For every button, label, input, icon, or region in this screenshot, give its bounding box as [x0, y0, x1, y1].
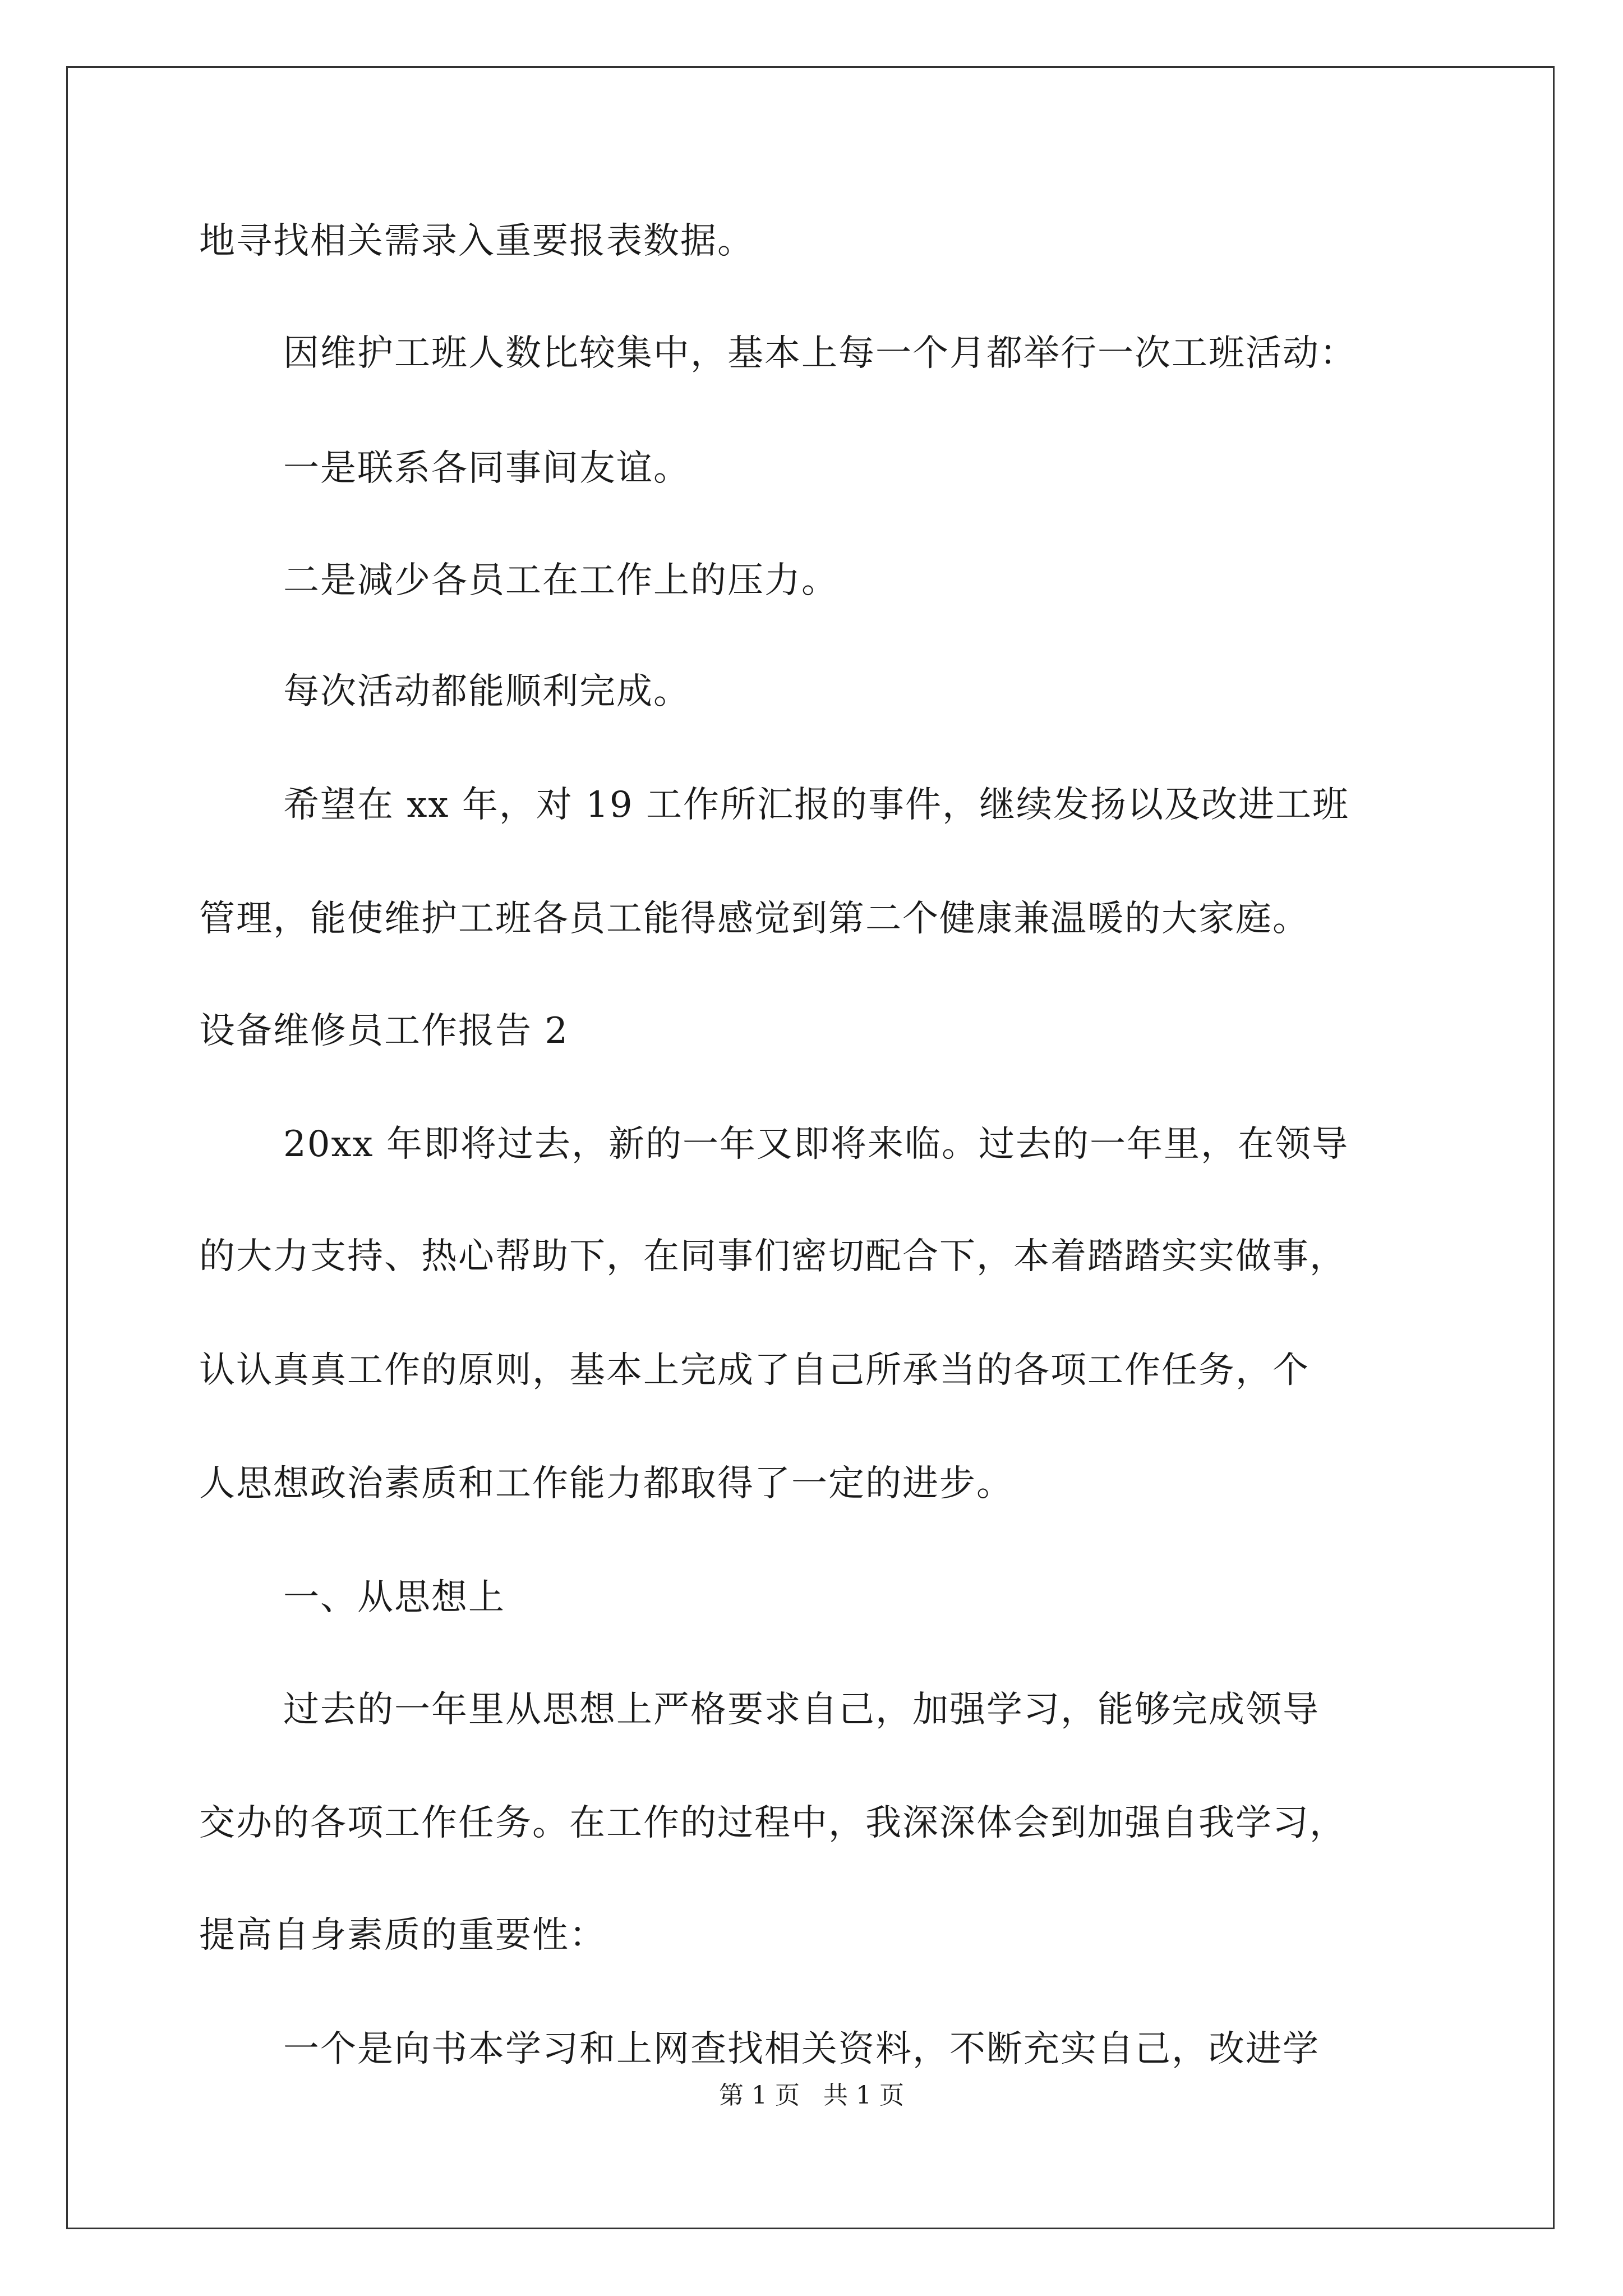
text-line: 管理，能使维护工班各员工能得感觉到第二个健康兼温暖的大家庭。: [199, 898, 1310, 940]
subsection-heading: 一、从思想上: [283, 1577, 505, 1618]
text-line: 二是减少各员工在工作上的压力。: [283, 560, 838, 601]
page-footer: 第 1 页 共 1 页: [719, 2081, 904, 2110]
text-line: 每次活动都能顺利完成。: [283, 671, 690, 712]
text-line: 20xx 年即将过去，新的一年又即将来临。过去的一年里，在领导: [283, 1124, 1349, 1165]
text-line: 提高自身素质的重要性：: [199, 1915, 606, 1956]
section-heading: 设备维修员工作报告 2: [199, 1010, 569, 1052]
text-line: 一个是向书本学习和上网查找相关资料，不断充实自己，改进学: [283, 2028, 1320, 2070]
text-line: 地寻找相关需录入重要报表数据。: [199, 220, 754, 262]
text-line: 人思想政治素质和工作能力都取得了一定的进步。: [199, 1463, 1013, 1504]
text-line: 认认真真工作的原则，基本上完成了自己所承当的各项工作任务，个: [199, 1350, 1310, 1391]
text-line: 交办的各项工作任务。在工作的过程中，我深深体会到加强自我学习，: [199, 1802, 1347, 1844]
text-line: 过去的一年里从思想上严格要求自己，加强学习，能够完成领导: [283, 1689, 1320, 1731]
text-line: 希望在 xx 年，对 19 工作所汇报的事件，继续发扬以及改进工班: [283, 784, 1349, 826]
text-line: 一是联系各同事间友谊。: [283, 448, 690, 489]
text-line: 的大力支持、热心帮助下，在同事们密切配合下，本着踏踏实实做事，: [199, 1236, 1347, 1277]
text-line: 因维护工班人数比较集中，基本上每一个月都举行一次工班活动：: [283, 333, 1357, 374]
